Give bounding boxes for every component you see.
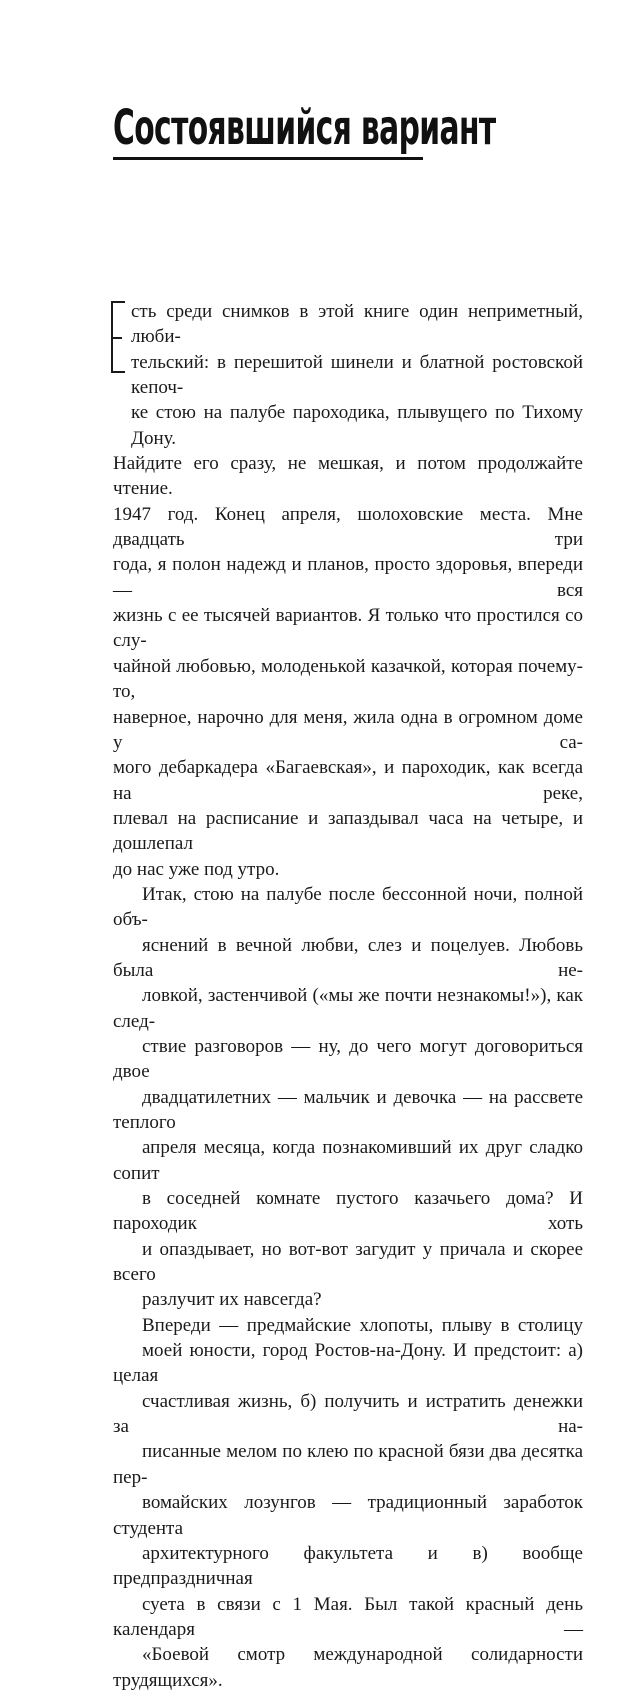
text-line: Найдите его сразу, не мешкая, и потом продолжайте чтение. bbox=[113, 453, 583, 500]
paragraph-2 bbox=[113, 882, 583, 1313]
paragraph-1 bbox=[113, 299, 583, 882]
text-line: наверное, нарочно для меня, жила одна в огромном доме у са- bbox=[113, 706, 583, 753]
text-line: двадцатилетних — мальчик и девочка — на рассвете теплого bbox=[113, 1086, 583, 1133]
text-line: разлучит их навсегда? bbox=[142, 1289, 322, 1311]
text-line: в соседней комнате пустого казачьего дома? И пароходик хоть bbox=[113, 1188, 583, 1235]
text-line: яснений в вечной любви, слез и поцелуев. Любовь была не- bbox=[113, 934, 583, 981]
text-line: моей юности, город Ростов-на-Дону. И предстоит: а) целая bbox=[113, 1340, 583, 1387]
text-line: чайной любовью, молоденькой казачкой, которая почему-то, bbox=[113, 655, 583, 703]
text-line: до нас уже под утро. bbox=[113, 858, 280, 880]
text-line: писанные мелом по клею по красной бязи два десятка пер- bbox=[113, 1441, 583, 1488]
text-line: ке стою на палубе пароходика, плывущего по Тихому Дону. bbox=[131, 402, 583, 449]
text-line: Итак, стою на палубе после бессонной ночи, полной объ- bbox=[113, 883, 583, 931]
text-line: архитектурного факультета и в) вообще предпраздничная bbox=[113, 1542, 583, 1590]
text-line: апреля месяца, когда познакомивший их друг сладко сопит bbox=[113, 1137, 583, 1184]
body-text bbox=[113, 299, 583, 1693]
text-line: суета в связи с 1 Мая. Был такой красный день календаря — bbox=[113, 1593, 583, 1640]
text-line: ствие разговоров — ну, до чего могут договориться двое bbox=[113, 1035, 583, 1083]
paragraph-3 bbox=[113, 1313, 583, 1693]
text-line: «Боевой смотр международной солидарности трудящихся». bbox=[113, 1644, 583, 1691]
text-line: плевал на расписание и запаздывал часа на четыре, и дошлепал bbox=[113, 807, 583, 855]
text-line: и опаздывает, но вот-вот загудит у причала и скорее всего bbox=[113, 1238, 583, 1286]
text-line: сть среди снимков в этой книге один неприметный, люби- bbox=[131, 301, 583, 348]
text-line: счастливая жизнь, б) получить и истратить денежки за на- bbox=[113, 1390, 583, 1438]
chapter-title: Состоявшийся вариант bbox=[113, 100, 496, 156]
text-line: 1947 год. Конец апреля, шолоховские места. Мне двадцать три bbox=[113, 503, 583, 551]
text-line: вомайских лозунгов — традиционный заработок студента bbox=[113, 1492, 583, 1539]
text-line: Впереди — предмайские хлопоты, плыву в столицу bbox=[142, 1314, 583, 1336]
title-underline bbox=[113, 157, 423, 160]
text-line: тельский: в перешитой шинели и блатной ростовской кепоч- bbox=[131, 351, 583, 399]
text-line: года, я полон надежд и планов, просто здоровья, впереди — вся bbox=[113, 554, 583, 601]
dropcap-letter bbox=[111, 301, 125, 373]
text-line: мого дебаркадера «Багаевская», и пароходик, как всегда на реке, bbox=[113, 757, 583, 804]
dropcap-block bbox=[113, 299, 583, 451]
text-line: ловкой, застенчивой («мы же почти незнакомы!»), как след- bbox=[113, 985, 583, 1032]
text-line: жизнь с ее тысячей вариантов. Я только что простился со слу- bbox=[113, 605, 583, 652]
